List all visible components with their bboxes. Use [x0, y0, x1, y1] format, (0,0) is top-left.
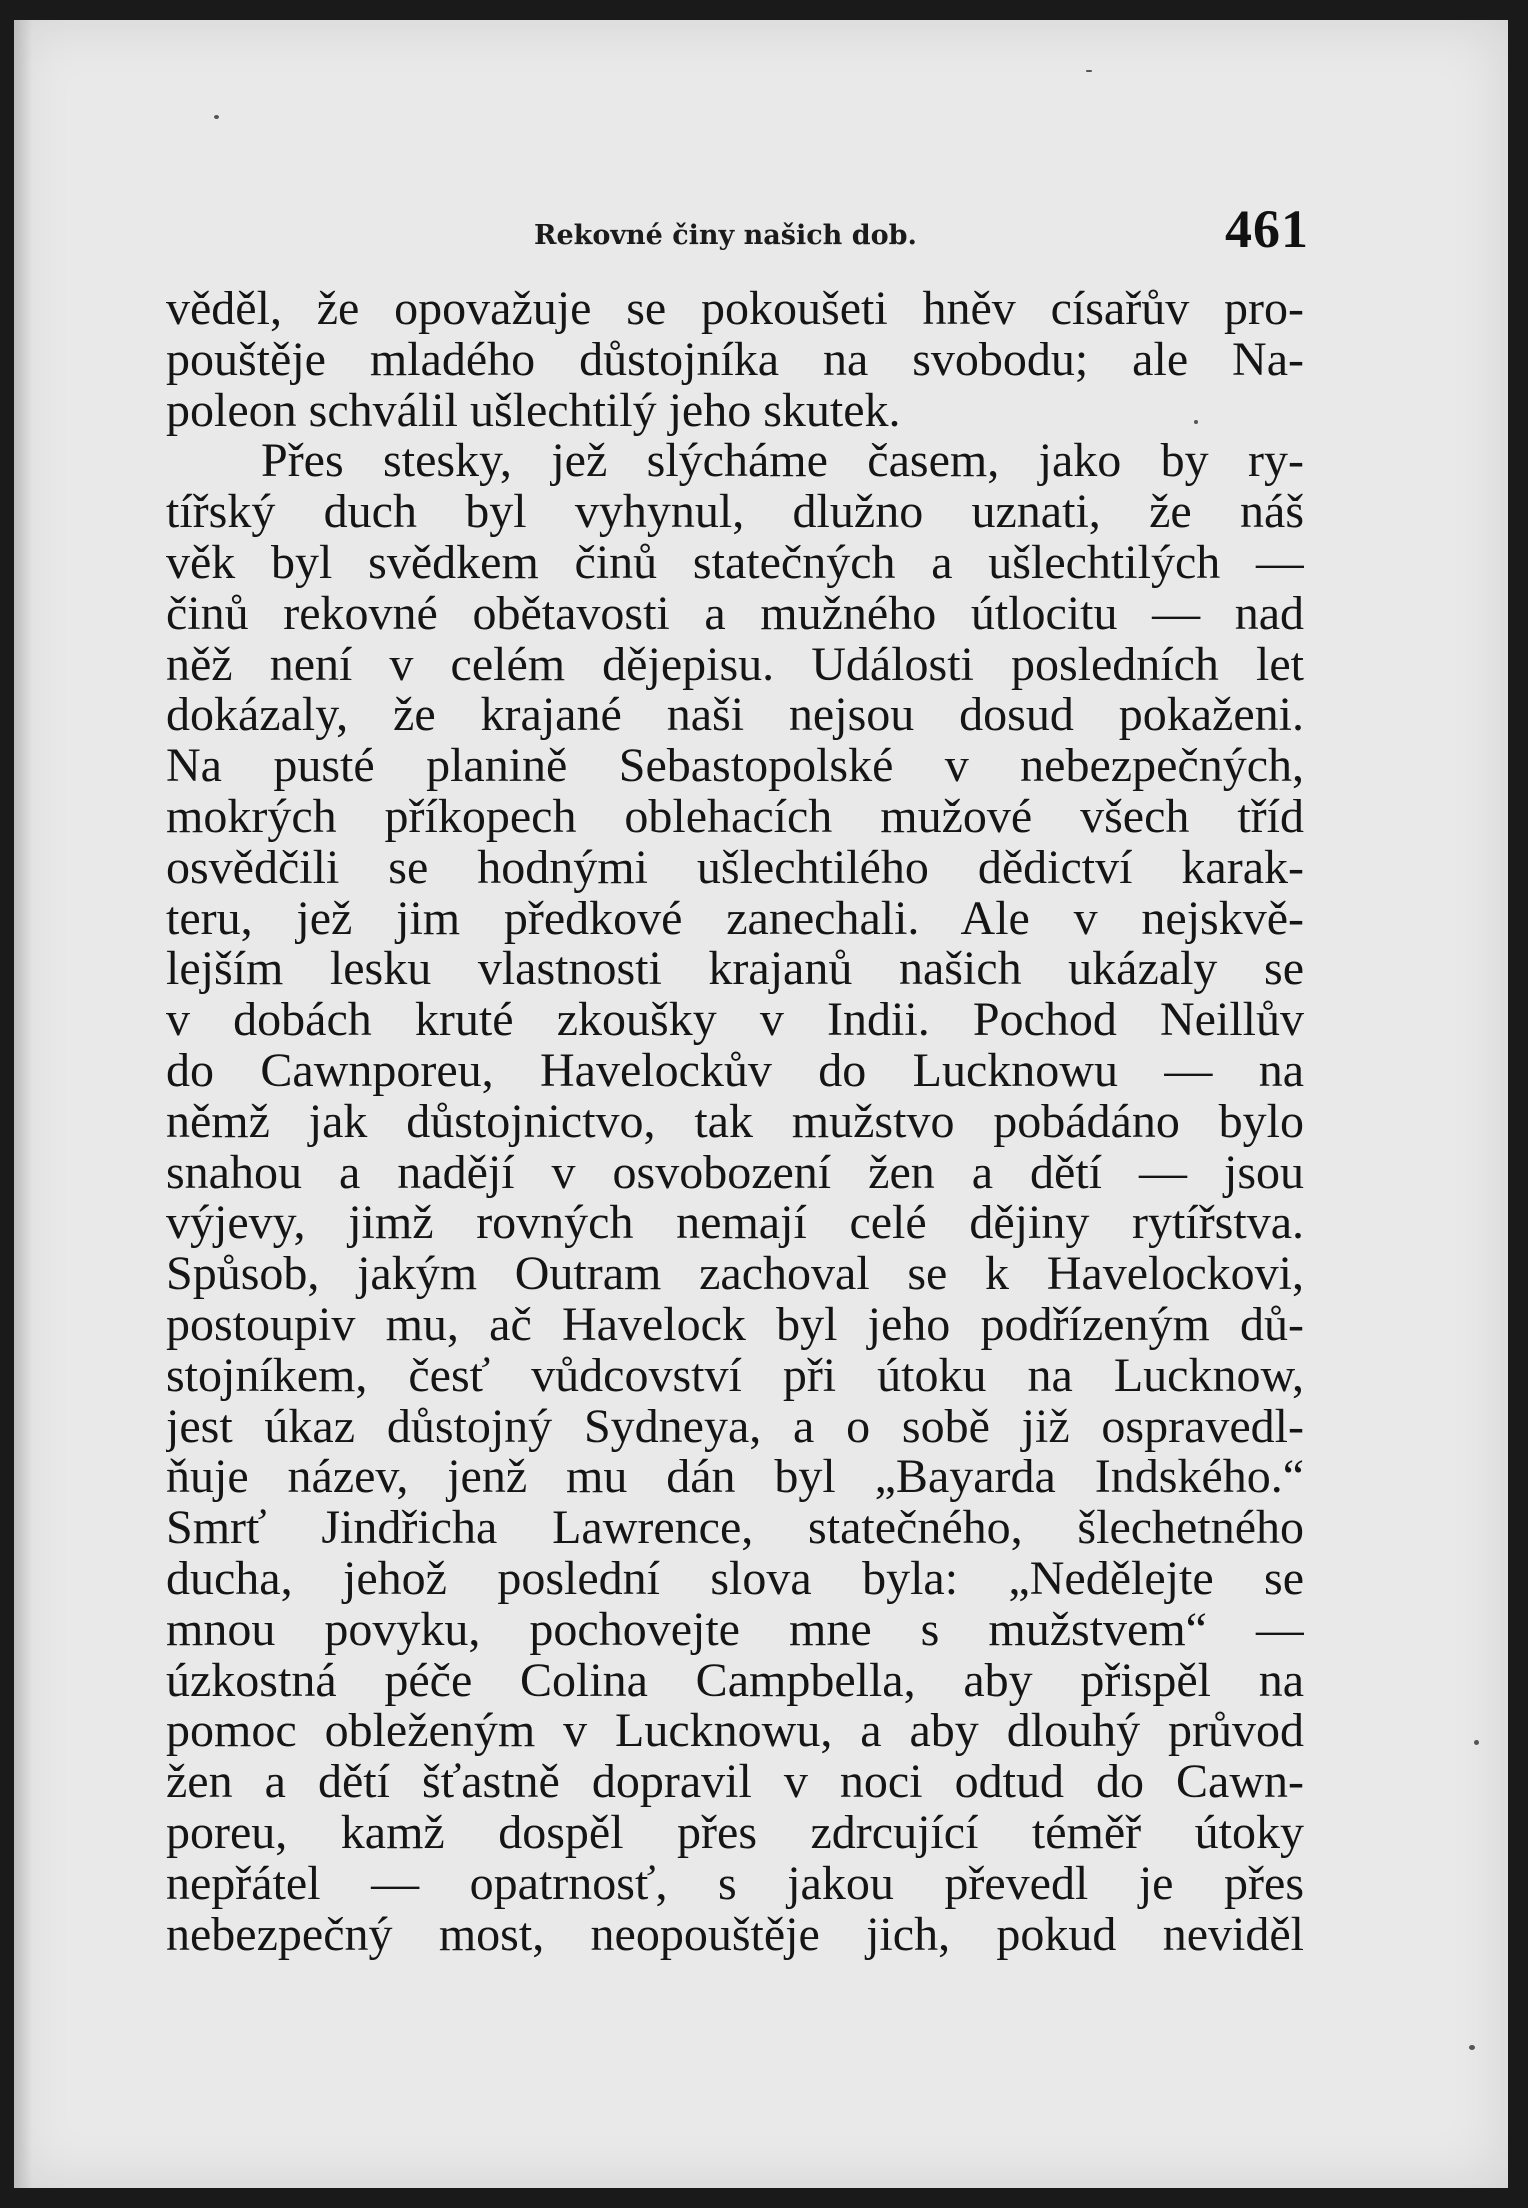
text-line: ňuje název, jenž mu dán byl „Bayarda Indského.“ [166, 1452, 1304, 1504]
text-line: činů rekovné obětavosti a mužného útlocitu — nad [166, 588, 1304, 640]
text-line: osvědčili se hodnými ušlechtilého dědictví karak- [166, 842, 1304, 894]
text-line: mokrých příkopech oblehacích mužové všech tříd [166, 791, 1304, 843]
text-line: Spůsob, jakým Outram zachoval se k Havelockovi, [166, 1249, 1304, 1300]
paper-speck [1469, 2045, 1475, 2050]
text-line: snahou a nadějí v osvobození žen a dětí — jsou [166, 1147, 1304, 1199]
text-line: nebezpečný most, neopouštěje jich, pokud neviděl [166, 1909, 1304, 1961]
text-line: úzkostná péče Colina Campbella, aby přispěl na [166, 1655, 1304, 1707]
text-line: dokázaly, že krajané naši nejsou dosud pokaženi. [166, 690, 1304, 742]
text-line: do Cawnporeu, Havelockův do Lucknowu — na [166, 1045, 1304, 1097]
text-line: věk byl svědkem činů statečných a ušlechtilých — [166, 537, 1304, 589]
text-line: Smrť Jindřicha Lawrence, statečného, šlechetného [166, 1503, 1304, 1554]
text-line: výjevy, jimž rovných nemají celé dějiny rytířstva. [166, 1198, 1304, 1250]
page-gutter-shadow [14, 20, 32, 2188]
text-line: pouštěje mladého důstojníka na svobodu; ale Na- [166, 334, 1304, 386]
text-line: lejším lesku vlastnosti krajanů našich ukázaly se [166, 944, 1304, 996]
text-line: stojníkem, česť vůdcovství při útoku na Lucknow, [166, 1350, 1304, 1402]
text-line: ducha, jehož poslední slova byla: „Nedělejte se [166, 1553, 1304, 1605]
text-line: postoupiv mu, ač Havelock byl jeho podřízeným dů- [166, 1299, 1304, 1351]
paper-speck [1086, 70, 1092, 72]
text-line: tířský duch byl vyhynul, dlužno uznati, že náš [166, 487, 1304, 538]
text-line: pomoc obleženým v Lucknowu, a aby dlouhý průvod [166, 1706, 1304, 1758]
text-line: nepřátel — opatrnosť, s jakou převedl je přes [166, 1858, 1304, 1910]
page-header [164, 190, 1309, 260]
book-page [14, 20, 1508, 2188]
paper-speck [1474, 1740, 1479, 1745]
text-line: věděl, že opovažuje se pokoušeti hněv císařův pro- [166, 284, 1304, 335]
paper-speck [1194, 420, 1198, 424]
text-line: něž není v celém dějepisu. Události posledních let [166, 639, 1304, 691]
text-line: Přes stesky, jež slýcháme časem, jako by ry- [261, 436, 1304, 488]
text-line: Na pusté planině Sebastopolské v nebezpečných, [166, 741, 1304, 792]
paper-speck [214, 115, 219, 119]
text-line: mnou povyku, pochovejte mne s mužstvem“ — [166, 1604, 1304, 1656]
text-line: teru, jež jim předkové zanechali. Ale v nejskvě- [166, 893, 1304, 945]
text-line: němž jak důstojnictvo, tak mužstvo pobádáno bylo [166, 1096, 1304, 1148]
text-line: v dobách kruté zkoušky v Indii. Pochod Neillův [166, 995, 1304, 1046]
text-line: poleon schválil ušlechtilý jeho skutek. [166, 385, 901, 437]
page-number: 461 [1225, 199, 1309, 259]
text-line: žen a dětí šťastně dopravil v noci odtud do Cawn- [166, 1757, 1304, 1808]
body-text [166, 284, 1304, 1960]
running-title: Rekovné činy našich dob. [534, 220, 917, 251]
text-line: jest úkaz důstojný Sydneya, a o sobě již ospravedl- [166, 1401, 1304, 1453]
text-line: poreu, kamž dospěl přes zdrcující téměř útoky [166, 1807, 1304, 1859]
